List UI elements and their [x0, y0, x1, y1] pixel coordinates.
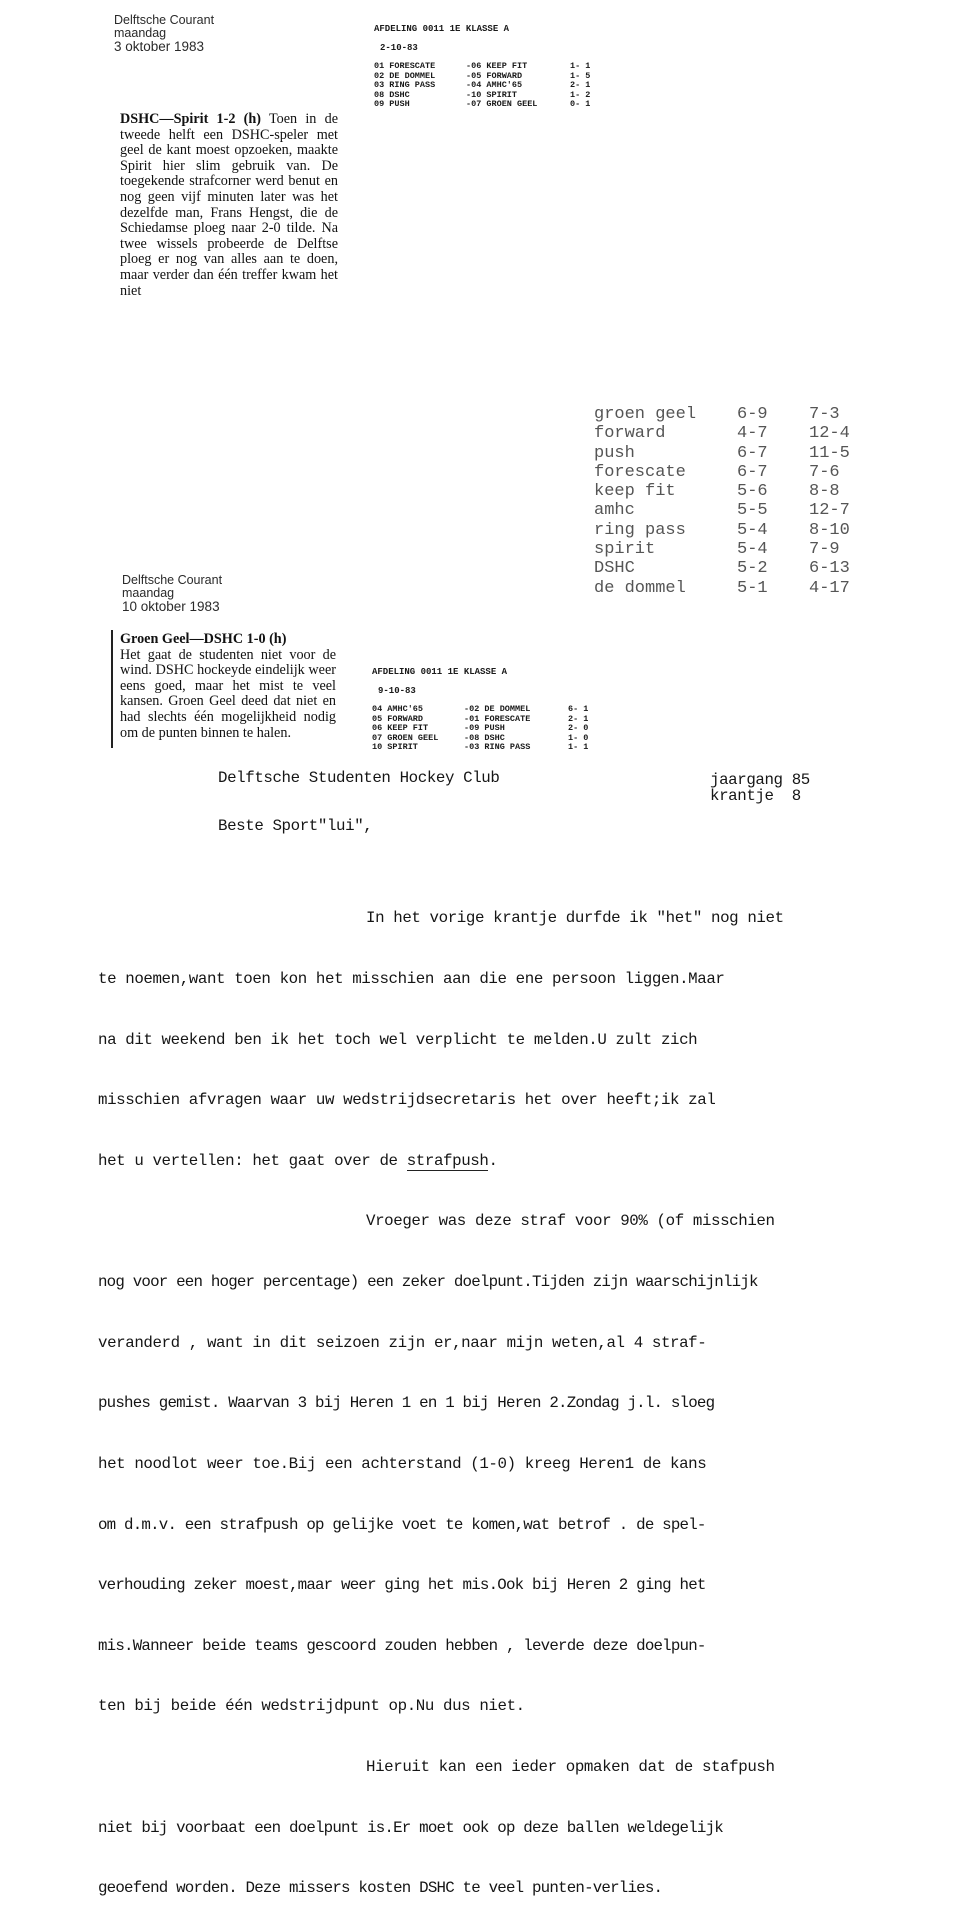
- standings-row: [594, 579, 850, 598]
- results-table: [374, 62, 590, 110]
- goals: 7-9: [809, 540, 840, 560]
- issue-info: [710, 772, 810, 804]
- text-fragment: .: [488, 1151, 498, 1170]
- away-team: -08 DSHC: [464, 732, 505, 743]
- home-team: 03 RING PASS: [374, 80, 436, 90]
- article-1: [120, 112, 338, 299]
- matches-points: 5-5: [737, 501, 768, 521]
- away-team: -02 DE DOMMEL: [464, 704, 531, 714]
- team-name: groen geel: [594, 405, 697, 424]
- team-name: forward: [594, 424, 666, 444]
- team-name: push: [594, 443, 635, 463]
- text-line: Vroeger was deze straf voor 90% (of misschien: [366, 1212, 775, 1231]
- matches-points: 5-6: [737, 482, 768, 502]
- underlined-word: strafpush: [406, 1151, 489, 1170]
- home-team: 08 DSHC: [374, 89, 410, 100]
- results-date: 9-10-83: [378, 686, 416, 696]
- text-line: misschien afvragen waar uw wedstrijdsecretaris het over heeft;ik zal: [98, 1091, 716, 1110]
- score: 1- 5: [570, 70, 591, 81]
- text-line: nog voor een hoger percentage) een zeker doelpunt.Tijden zijn waarschijnlijk: [98, 1273, 758, 1292]
- team-name: spirit: [594, 540, 656, 560]
- article-body: Het gaat de studenten niet voor de wind. DSHC hockeyde eindelijk weer eens goed, maar het mist te veel kansen. Groen Geel deed dat niet en had slechts één mogelijkheid nodig om de punten binnen te halen.: [120, 646, 336, 741]
- standings-table: [594, 405, 850, 598]
- goals: 6-13: [809, 559, 850, 579]
- article-2: [120, 632, 336, 741]
- goals: 7-3: [809, 405, 840, 424]
- score: 2- 1: [568, 713, 589, 724]
- column-rule: [111, 630, 113, 748]
- standings-row: [594, 444, 850, 463]
- away-team: -07 GROEN GEEL: [466, 99, 538, 109]
- standings-row: [594, 482, 850, 501]
- result-row: [372, 743, 588, 753]
- goals: 12-4: [809, 424, 850, 444]
- standings-row: [594, 540, 850, 559]
- text-line: geoefend worden. Deze missers kosten DSHC te veel punten-verlies.: [98, 1879, 663, 1898]
- weekday: maandag: [122, 586, 175, 600]
- article-headline: DSHC—Spirit 1-2 (h): [120, 111, 261, 127]
- clipping-1-header: [114, 14, 214, 53]
- article-body: Toen in de tweede helft een DSHC-speler met geel de kant moest opzoeken, maakte Spirit hier slim gebruik van. De toegekende strafcorner werd benut en nog geen vijf minuten later was het dezelfde man, Frans Hengst, die de Schiedamse ploeg naar 2-0 tilde. Na twee wissels probeerde de Delftse ploeg er nog van alles aan te doen, maar verder dan één treffer kwam het niet: [120, 111, 338, 299]
- standings-row: [594, 521, 850, 540]
- text-line: pushes gemist. Waarvan 3 bij Heren 1 en 1 bij Heren 2.Zondag j.l. sloeg: [98, 1394, 715, 1413]
- team-name: amhc: [594, 501, 635, 521]
- matches-points: 6-9: [737, 405, 768, 424]
- home-team: 02 DE DOMMEL: [374, 70, 436, 81]
- away-team: -01 FORESCATE: [464, 713, 531, 724]
- text-fragment: het u vertellen: het gaat over de: [98, 1151, 407, 1170]
- score: 1- 2: [570, 89, 591, 100]
- text-line: veranderd , want in dit seizoen zijn er,naar mijn weten,al 4 straf-: [98, 1333, 707, 1352]
- away-team: -06 KEEP FIT: [466, 61, 528, 71]
- goals: 8-10: [809, 520, 850, 540]
- publication-date: 10 oktober 1983: [122, 599, 220, 614]
- matches-points: 5-1: [737, 578, 768, 598]
- team-name: de dommel: [594, 578, 686, 598]
- away-team: -10 SPIRIT: [466, 89, 518, 100]
- away-team: -09 PUSH: [464, 723, 505, 733]
- club-name: Delftsche Studenten Hockey Club: [218, 769, 500, 787]
- text-line: mis.Wanneer beide teams gescoord zouden hebben , leverde deze doelpun-: [98, 1636, 706, 1655]
- weekday: maandag: [114, 26, 167, 40]
- home-team: 01 FORESCATE: [374, 61, 436, 71]
- text-line: het noodlot weer toe.Bij een achterstand (1-0) kreeg Heren1 de kans: [98, 1454, 707, 1473]
- article-headline: Groen Geel—DSHC 1-0 (h): [120, 631, 287, 647]
- matches-points: 6-7: [737, 443, 768, 463]
- text-line: ten bij beide één wedstrijdpunt op.Nu dus niet.: [98, 1697, 525, 1716]
- away-team: -04 AMHC'65: [466, 80, 523, 90]
- home-team: 10 SPIRIT: [372, 742, 418, 752]
- away-team: -03 RING PASS: [464, 742, 531, 752]
- results-date: 2-10-83: [380, 43, 418, 53]
- score: 1- 0: [568, 732, 589, 743]
- matches-points: 5-2: [737, 559, 768, 579]
- matches-points: 5-4: [737, 540, 768, 560]
- volume-label: jaargang 85: [710, 771, 810, 789]
- results-block-1: [374, 24, 590, 110]
- greeting: Beste Sport"lui",: [218, 817, 373, 835]
- team-name: keep fit: [594, 482, 676, 502]
- text-line: te noemen,want toen kon het misschien aan die ene persoon liggen.Maar: [98, 970, 725, 989]
- text-line: om d.m.v. een strafpush op gelijke voet te komen,wat betrof . de spel-: [98, 1515, 706, 1534]
- away-team: -05 FORWARD: [466, 70, 523, 81]
- team-name: ring pass: [594, 520, 686, 540]
- text-line: Hieruit kan een ieder opmaken dat de stafpush: [366, 1757, 775, 1776]
- text-line: [98, 1151, 784, 1171]
- home-team: 07 GROEN GEEL: [372, 732, 439, 743]
- score: 1- 1: [568, 742, 589, 752]
- team-name: DSHC: [594, 559, 635, 579]
- standings-row: [594, 424, 850, 443]
- score: 1- 1: [570, 61, 591, 71]
- publication-date: 3 oktober 1983: [114, 39, 205, 54]
- matches-points: 6-7: [737, 462, 768, 482]
- score: 2- 1: [570, 80, 591, 90]
- standings-row: [594, 405, 850, 424]
- home-team: 04 AMHC'65: [372, 704, 424, 714]
- issue-label: krantje 8: [710, 787, 801, 805]
- matches-points: 4-7: [737, 424, 768, 444]
- newspaper-name: Delftsche Courant: [114, 13, 215, 27]
- matches-points: 5-4: [737, 520, 768, 540]
- goals: 12-7: [809, 501, 850, 521]
- goals: 11-5: [809, 443, 850, 463]
- text-line: niet bij voorbaat een doelpunt is.Er moet ook op deze ballen weldegelijk: [98, 1818, 723, 1837]
- result-row: [374, 100, 590, 110]
- score: 0- 1: [570, 99, 591, 109]
- home-team: 09 PUSH: [374, 99, 410, 109]
- letter-body: [98, 868, 784, 1919]
- results-title: AFDELING 0011 1E KLASSE A: [372, 667, 508, 677]
- goals: 8-8: [809, 482, 840, 502]
- text-line: verhouding zeker moest,maar weer ging het mis.Ook bij Heren 2 ging het: [98, 1576, 706, 1595]
- results-block-2: [372, 667, 588, 753]
- team-name: forescate: [594, 462, 686, 482]
- standings-row: [594, 463, 850, 482]
- results-title: AFDELING 0011 1E KLASSE A: [374, 24, 510, 34]
- text-line: na dit weekend ben ik het toch wel verplicht te melden.U zult zich: [98, 1030, 698, 1049]
- text-line: In het vorige krantje durfde ik "het" nog niet: [366, 909, 784, 928]
- score: 6- 1: [568, 704, 589, 714]
- home-team: 05 FORWARD: [372, 713, 424, 724]
- results-table: [372, 705, 588, 753]
- standings-row: [594, 501, 850, 520]
- standings-row: [594, 559, 850, 578]
- newspaper-name: Delftsche Courant: [122, 573, 223, 587]
- score: 2- 0: [568, 723, 589, 733]
- home-team: 06 KEEP FIT: [372, 723, 429, 733]
- clipping-2-header: [122, 574, 222, 613]
- goals: 4-17: [809, 578, 850, 598]
- goals: 7-6: [809, 462, 840, 482]
